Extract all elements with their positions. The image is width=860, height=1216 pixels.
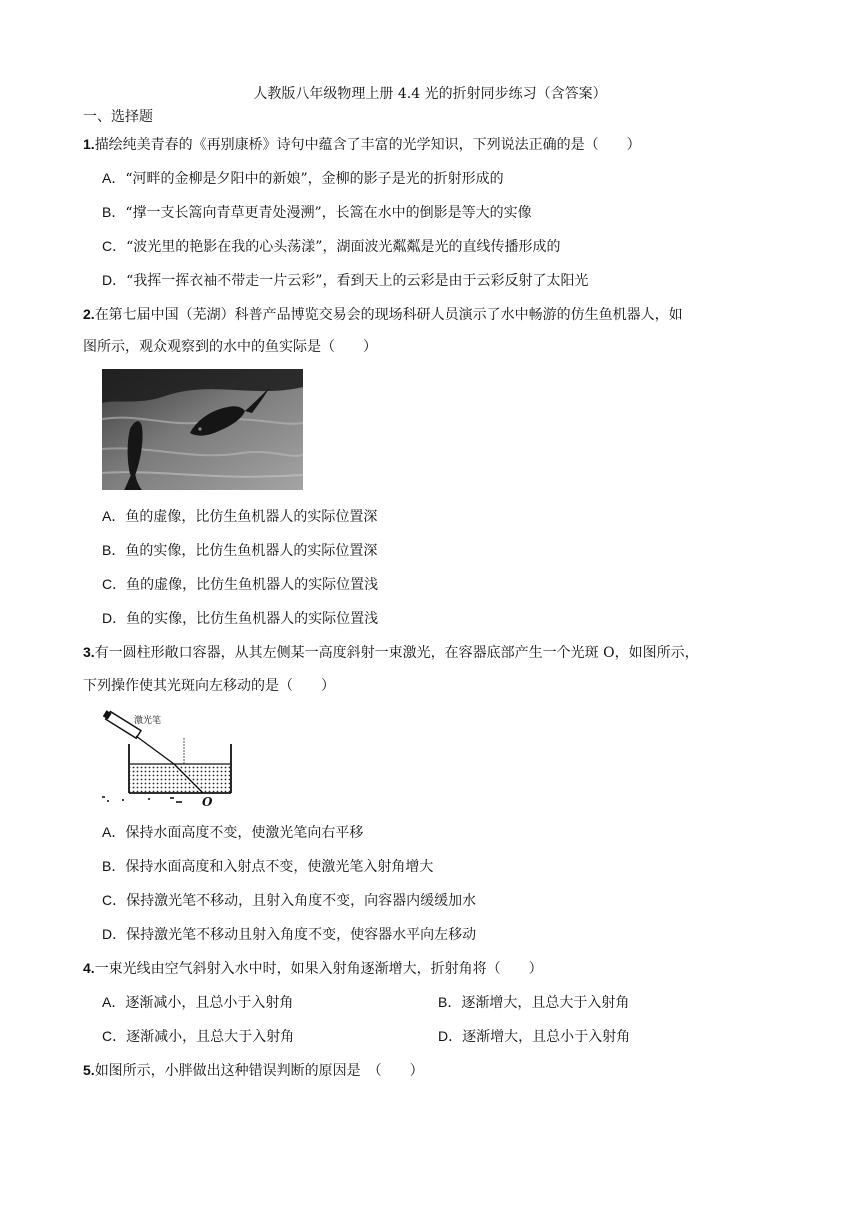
section-heading: 一、选择题: [83, 109, 153, 125]
question-number: 5.: [83, 1062, 95, 1078]
option-2a: A．鱼的虚像，比仿生鱼机器人的实际位置深: [102, 508, 378, 525]
fish-eye-icon: [198, 427, 201, 430]
option-2c: C．鱼的虚像，比仿生鱼机器人的实际位置浅: [102, 576, 379, 593]
question-text: 描绘纯美青春的《再别康桥》诗句中蕴含了丰富的光学知识，下列说法正确的是（ ）: [94, 137, 641, 153]
option-1d: D．“我挥一挥衣袖不带走一片云彩”，看到天上的云彩是由于云彩反射了太阳光: [102, 272, 589, 289]
option-4d: D．逐渐增大，且总小于入射角: [438, 1028, 631, 1045]
option-3b: B．保持水面高度和入射点不变，使激光笔入射角增大: [102, 858, 434, 875]
question-text: 一束光线由空气斜射入水中时，如果入射角逐渐增大，折射角将（ ）: [94, 961, 543, 977]
question-number: 4.: [83, 960, 95, 976]
option-2d: D．鱼的实像，比仿生鱼机器人的实际位置浅: [102, 610, 379, 627]
question-number: 2.: [83, 306, 95, 322]
question-2: [83, 304, 683, 325]
question-number: 1.: [83, 136, 95, 152]
question-4: [83, 958, 543, 979]
laser-container-diagram: [100, 706, 240, 810]
option-1a: A．“河畔的金柳是夕阳中的新娘”，金柳的影子是光的折射形成的: [102, 170, 504, 187]
robot-fish-photo: [102, 369, 303, 490]
question-text: 有一圆柱形敞口容器，从其左侧某一高度斜射一束激光，在容器底部产生一个光斑 O，如图所示，: [94, 645, 699, 661]
document-title: 人教版八年级物理上册 4.4 光的折射同步练习（含答案）: [253, 86, 607, 102]
option-1c: C．“波光里的艳影在我的心头荡漾”，湖面波光粼粼是光的直线传播形成的: [102, 238, 561, 255]
question-2-line-2: 图所示，观众观察到的水中的鱼实际是（ ）: [83, 339, 377, 355]
option-4b: B．逐渐增大，且总大于入射角: [438, 994, 630, 1011]
spot-label-o: O: [202, 795, 213, 809]
option-3d: D．保持激光笔不移动且射入角度不变，使容器水平向左移动: [102, 926, 477, 943]
question-3-line-2: 下列操作使其光斑向左移动的是（ ）: [83, 678, 335, 694]
question-text: 在第七届中国（芜湖）科普产品博览交易会的现场科研人员演示了水中畅游的仿生鱼机器人，如: [94, 307, 683, 323]
option-3a: A．保持水面高度不变，使激光笔向右平移: [102, 824, 364, 841]
question-number: 3.: [83, 644, 95, 660]
question-text: 如图所示，小胖做出这种错误判断的原因是 （ ）: [94, 1063, 424, 1079]
option-3c: C．保持激光笔不移动，且射入角度不变，向容器内缓缓加水: [102, 892, 477, 909]
question-5: [83, 1060, 424, 1081]
option-4a: A．逐渐减小，且总小于入射角: [102, 994, 294, 1011]
question-3: [83, 642, 699, 663]
option-1b: B．“撑一支长篙向青草更青处漫溯”，长篙在水中的倒影是等大的实像: [102, 204, 532, 221]
laser-pen-label: 激光笔: [134, 716, 162, 726]
question-1: [83, 134, 641, 155]
option-4c: C．逐渐减小，且总大于入射角: [102, 1028, 295, 1045]
option-2b: B．鱼的实像，比仿生鱼机器人的实际位置深: [102, 542, 378, 559]
